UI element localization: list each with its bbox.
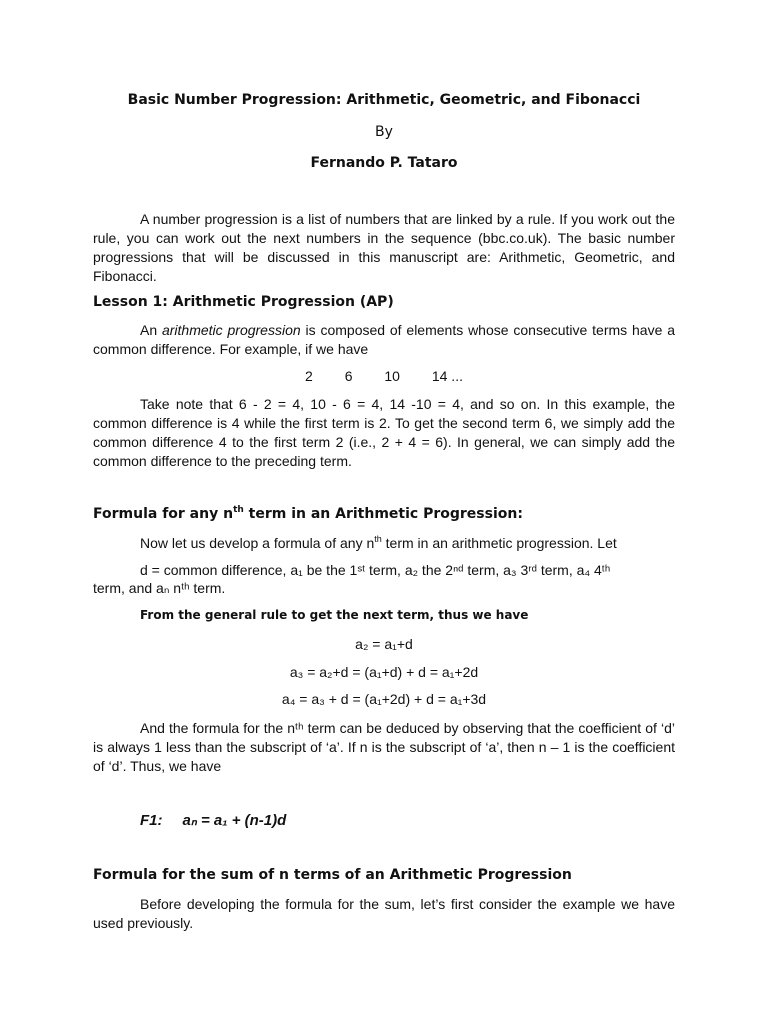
definitions-line-2: term, and aₙ nᵗʰ term. xyxy=(93,580,226,596)
develop-line xyxy=(140,534,617,551)
general-rule-heading: From the general rule to get the next term, thus we have xyxy=(140,608,529,622)
sequence-term: 2 xyxy=(305,368,313,384)
formula-expression: aₙ = a₁ + (n-1)d xyxy=(182,812,287,829)
by-line: By xyxy=(375,124,393,140)
sum-text: Before developing the formula for the sum, let’s first consider the example we have used previously. xyxy=(93,896,675,931)
intro-paragraph xyxy=(93,210,675,286)
develop-a: Now let us develop a formula of any n xyxy=(140,535,375,551)
formula-f1 xyxy=(140,811,286,829)
author-name: Fernando P. Tataro xyxy=(310,155,458,171)
intro-text: A number progression is a list of numbers that are linked by a rule. If you work out the rule, you can work out the next numbers in the sequence (bbc.co.uk). The basic number progressions that will be discussed in this manuscript are: Arithmetic, Geometric, and Fibonacci. xyxy=(93,211,675,284)
sequence-term: 10 xyxy=(384,368,400,384)
document-title: Basic Number Progression: Arithmetic, Geometric, and Fibonacci xyxy=(127,92,641,108)
sum-heading: Formula for the sum of n terms of an Arithmetic Progression xyxy=(93,867,572,883)
nth-term-heading xyxy=(93,505,523,522)
definitions-line-1: d = common difference, a₁ be the 1ˢᵗ term, a₂ the 2ⁿᵈ term, a₃ 3ʳᵈ term, a₄ 4ᵗʰ xyxy=(140,562,611,578)
example-paragraph xyxy=(93,395,675,471)
lesson1-heading: Lesson 1: Arithmetic Progression (AP) xyxy=(93,294,394,310)
formula-label: F1: xyxy=(140,812,163,829)
equation-a4: a₄ = a₃ + d = (a₁+2d) + d = a₁+3d xyxy=(281,691,487,707)
sequence-term: 6 xyxy=(344,368,353,384)
deduce-paragraph xyxy=(93,719,675,776)
equation-a2: a₂ = a₁+d xyxy=(355,636,413,652)
develop-sup: th xyxy=(374,534,382,544)
ap-def-text-1: An xyxy=(140,322,162,338)
example-sequence xyxy=(93,368,675,384)
sequence-term: 14 ... xyxy=(431,368,463,384)
ap-definition xyxy=(93,321,675,359)
ap-def-text-2: is composed of elements whose consecutive terms have a common difference. For example, if we have xyxy=(93,322,675,357)
ap-def-emphasis: arithmetic progression xyxy=(161,322,301,338)
equation-a3: a₃ = a₂+d = (a₁+d) + d = a₁+2d xyxy=(289,664,479,680)
example-text: Take note that 6 - 2 = 4, 10 - 6 = 4, 14 -10 = 4, and so on. In this example, the common difference is 4 while the first term is 2. To get the second term 6, we simply add the common difference 4 to the first term 2 (i.e., 2 + 4 = 6). In general, we can simply add the common difference to the preceding term. xyxy=(93,396,675,469)
deduce-text: And the formula for the nᵗʰ term can be deduced by observing that the coefficient of ‘d’ is always 1 less than the subscript of ‘a’. If n is the subscript of ‘a’, then n – 1 is the coefficient of ‘d’. Thus, we have xyxy=(93,720,675,774)
nth-heading-a: Formula for any n xyxy=(93,506,234,522)
nth-heading-sup: th xyxy=(233,505,244,515)
nth-heading-b: term in an Arithmetic Progression: xyxy=(243,506,523,522)
develop-b: term in an arithmetic progression. Let xyxy=(381,535,617,551)
sum-paragraph xyxy=(93,895,675,933)
